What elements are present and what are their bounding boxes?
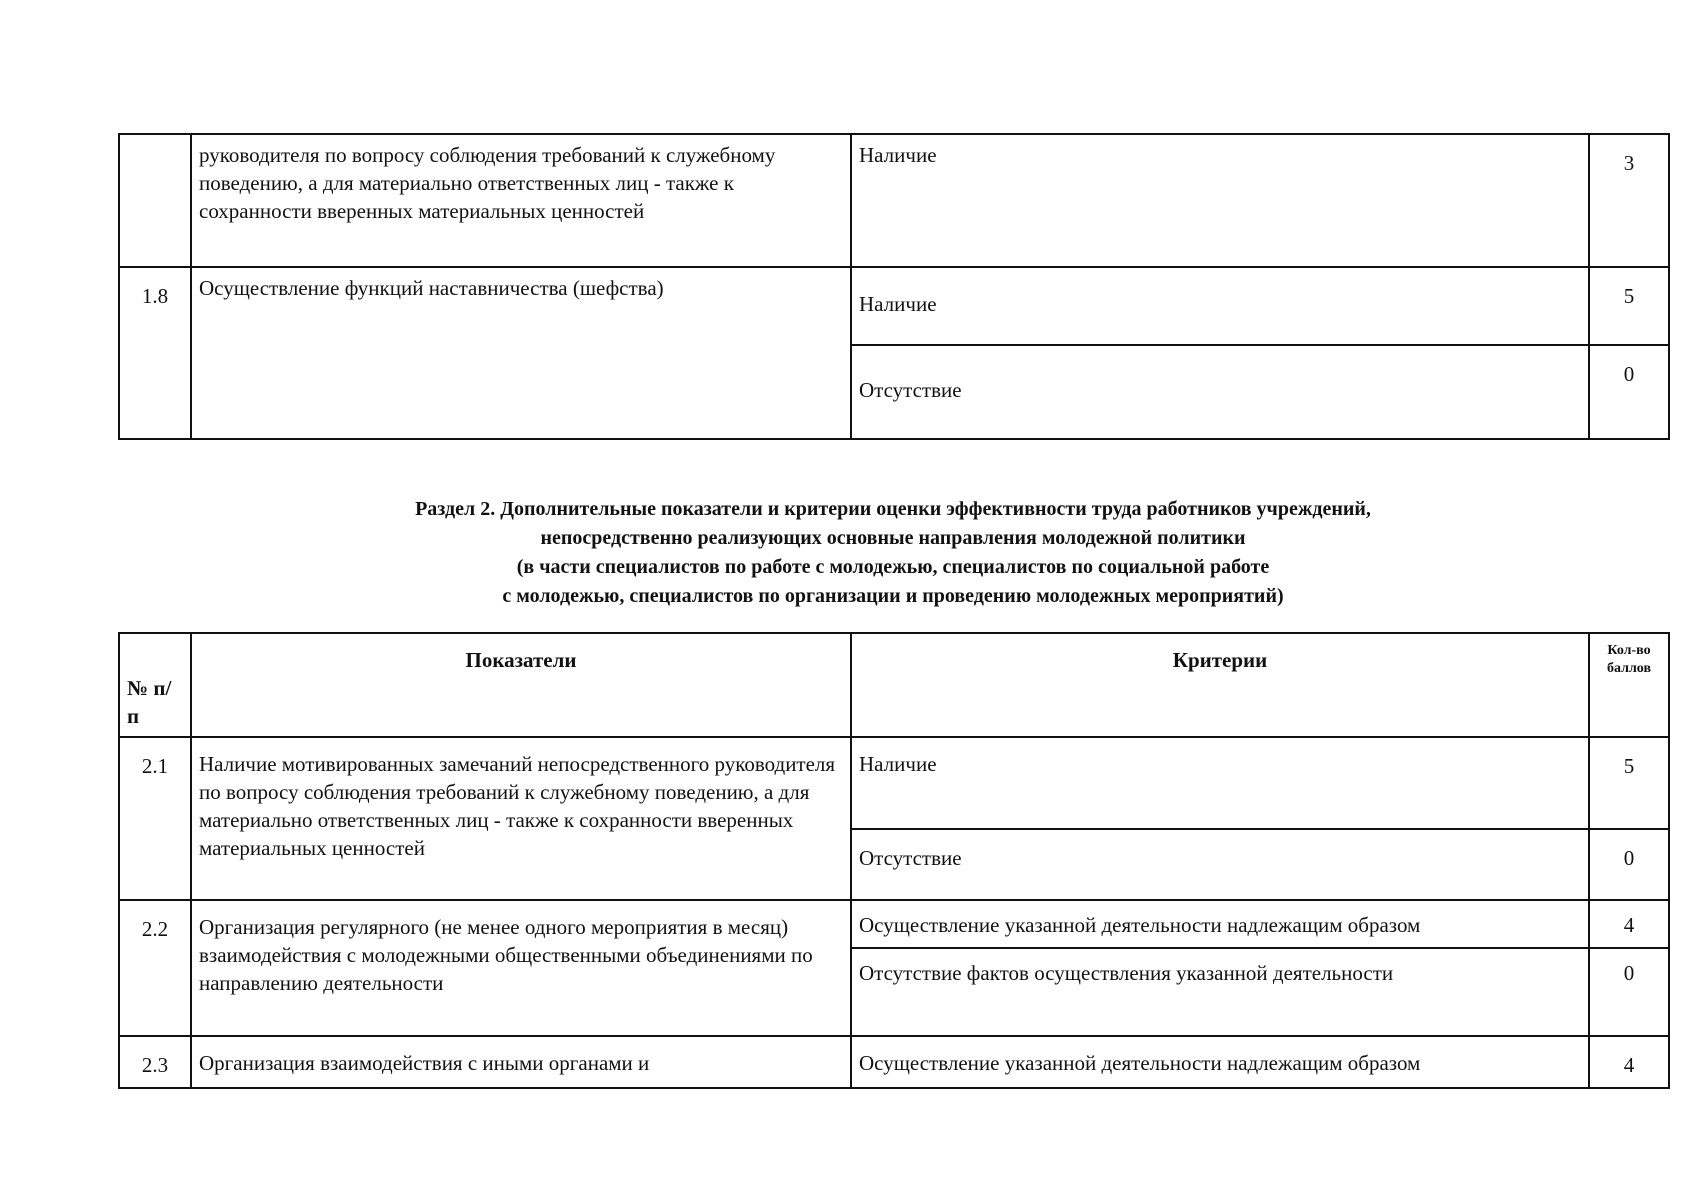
table-header-row [119,633,1669,737]
points-cell: 0 [1589,345,1669,439]
section-title [118,495,1668,611]
points-cell: 0 [1589,829,1669,900]
points-cell: 4 [1589,1036,1669,1088]
section-title-line: Раздел 2. Дополнительные показатели и критерии оценки эффективности труда работников учреждений, [415,498,1371,520]
row-number: 2.1 [119,737,191,900]
criterion-cell: Отсутствие [851,829,1589,900]
section-title-line: непосредственно реализующих основные направления молодежной политики [540,527,1246,549]
table-section-2 [118,632,1670,1089]
row-number [119,134,191,267]
header-points: Кол-во баллов [1589,633,1669,737]
points-cell: 5 [1589,737,1669,829]
criterion-cell: Осуществление указанной деятельности надлежащим образом [851,900,1589,948]
points-cell: 5 [1589,267,1669,345]
indicator-cell: Организация взаимодействия с иными органами и [191,1036,851,1088]
header-criteria: Критерии [851,633,1589,737]
header-indicators: Показатели [191,633,851,737]
section-title-line: (в части специалистов по работе с молодежью, специалистов по социальной работе [516,556,1270,578]
criterion-cell: Наличие [851,737,1589,829]
row-number: 2.2 [119,900,191,1036]
table-row [119,737,1669,829]
table-row [119,134,1669,267]
table-row [119,267,1669,345]
indicator-cell: Организация регулярного (не менее одного мероприятия в месяц) взаимодействия с молодежными общественными объединениями по направлению деятельности [191,900,851,1036]
criterion-cell: Отсутствие фактов осуществления указанной деятельности [851,948,1589,1036]
table-section-1-continued [118,133,1670,440]
table-row [119,1036,1669,1088]
row-number: 1.8 [119,267,191,439]
row-number: 2.3 [119,1036,191,1088]
points-cell: 0 [1589,948,1669,1036]
indicator-cell: Наличие мотивированных замечаний непосредственного руководителя по вопросу соблюдения требований к служебному поведению, а для материально ответственных лиц - также к сохранности вверенных материальных ценностей [191,737,851,900]
header-number: № п/п [119,633,191,737]
criterion-cell: Наличие [851,134,1589,267]
criterion-cell: Осуществление указанной деятельности надлежащим образом [851,1036,1589,1088]
section-title-line: с молодежью, специалистов по организации и проведению молодежных мероприятий) [502,585,1284,607]
criterion-cell: Наличие [851,267,1589,345]
indicator-cell: Осуществление функций наставничества (шефства) [191,267,851,439]
points-cell: 3 [1589,134,1669,267]
criterion-cell: Отсутствие [851,345,1589,439]
indicator-cell: руководителя по вопросу соблюдения требований к служебному поведению, а для материально ответственных лиц - также к сохранности вверенных материальных ценностей [191,134,851,267]
table-row [119,900,1669,948]
points-cell: 4 [1589,900,1669,948]
